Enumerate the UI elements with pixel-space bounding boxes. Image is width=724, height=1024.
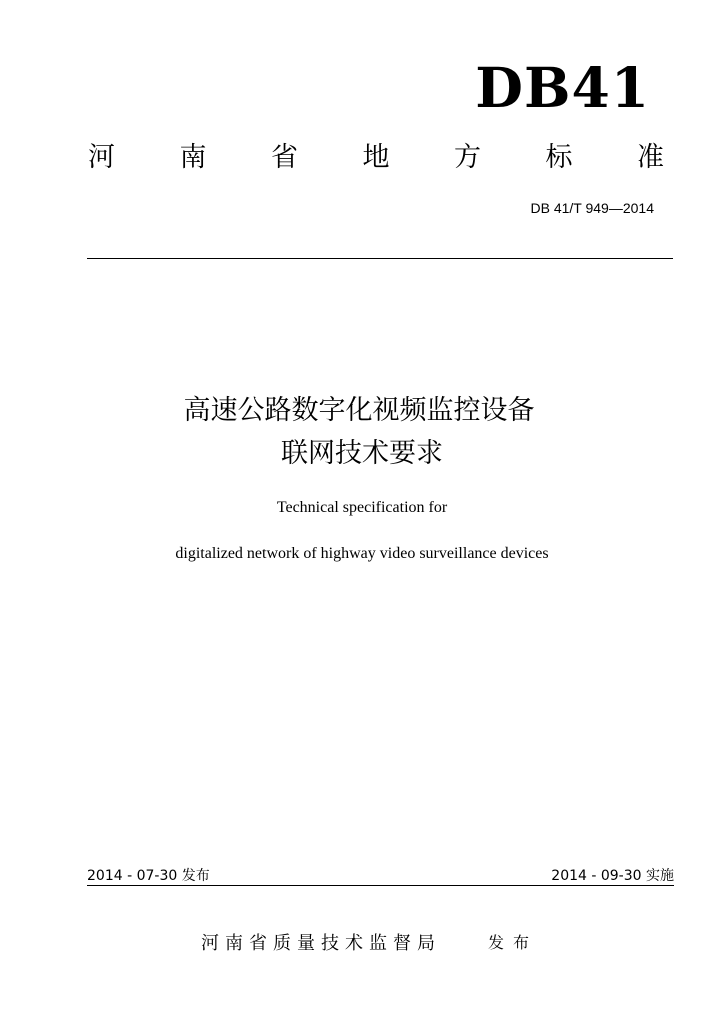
standard-type [88, 140, 664, 176]
standard-type-char: 标 [545, 142, 573, 173]
standard-type-char: 准 [637, 142, 664, 173]
standard-code: DB41 [475, 55, 650, 120]
standard-type-char: 地 [362, 142, 390, 173]
english-title-line-1: Technical specification for [276, 499, 448, 516]
implementation-date: 2014 - 09-30 实施 [551, 868, 674, 884]
chinese-title-line-2: 联网技术要求 [281, 438, 443, 469]
chinese-title-line-1: 高速公路数字化视频监控设备 [183, 395, 535, 426]
issue-date: 2014 - 07-30 发布 [87, 868, 210, 884]
issued-label: 发布 [488, 933, 539, 952]
standard-type-char: 南 [179, 142, 207, 173]
issuing-authority: 河南省质量技术监督局 [201, 933, 441, 954]
standard-type-char: 河 [88, 142, 115, 173]
standard-type-char: 省 [271, 142, 298, 173]
english-title-line-2: digitalized network of highway video surveillance devices [175, 545, 549, 562]
standard-type-char: 方 [454, 142, 481, 173]
standard-number: DB 41/T 949—2014 [530, 200, 654, 216]
bottom-divider [87, 885, 674, 886]
top-divider [87, 258, 673, 259]
